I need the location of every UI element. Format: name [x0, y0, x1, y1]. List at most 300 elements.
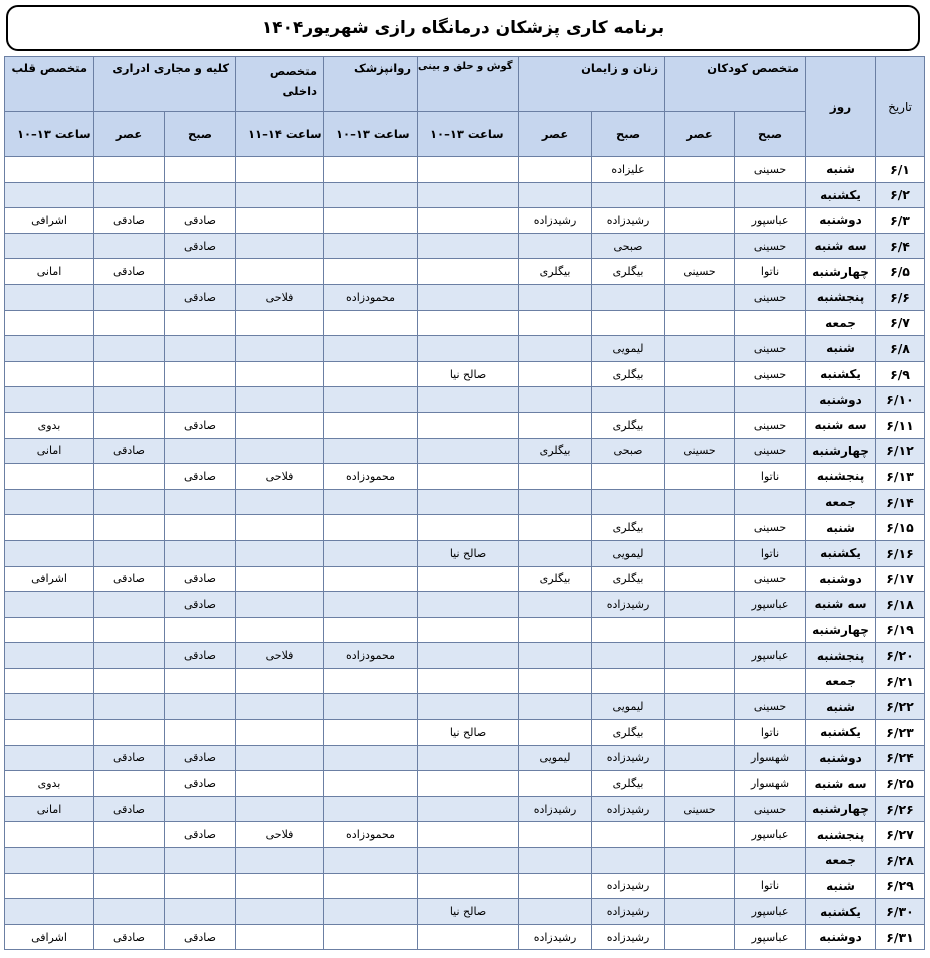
table-row	[5, 822, 925, 848]
table-row	[5, 566, 925, 592]
peds-morning-cell	[735, 489, 806, 515]
psych-cell	[324, 873, 418, 899]
peds-evening-cell	[665, 336, 735, 362]
cardio-cell	[5, 540, 94, 566]
date-cell: ۶/۵	[876, 259, 925, 285]
kidney-morning-cell: صادقی	[165, 745, 236, 771]
internal-cell	[236, 182, 324, 208]
ent-cell	[418, 617, 519, 643]
peds-evening-cell	[665, 566, 735, 592]
cardio-cell	[5, 284, 94, 310]
date-cell: ۶/۱۴	[876, 489, 925, 515]
gyn-evening-cell	[519, 412, 592, 438]
kidney-morning-cell	[165, 387, 236, 413]
psych-cell	[324, 387, 418, 413]
gyn-evening-cell: بیگلری	[519, 566, 592, 592]
gyn-morning-cell: بیگلری	[592, 515, 665, 541]
gyn-evening-cell	[519, 515, 592, 541]
table-row	[5, 157, 925, 183]
table-row	[5, 924, 925, 950]
ent-cell: صالح نیا	[418, 361, 519, 387]
peds-evening-cell	[665, 924, 735, 950]
kidney-morning-cell	[165, 259, 236, 285]
peds-evening-cell	[665, 540, 735, 566]
psych-cell	[324, 796, 418, 822]
internal-cell	[236, 771, 324, 797]
header-internal: متخصص داخلی	[236, 57, 324, 112]
ent-cell	[418, 233, 519, 259]
kidney-evening-cell	[94, 592, 165, 618]
day-cell: دوشنبه	[806, 208, 876, 234]
kidney-morning-cell	[165, 515, 236, 541]
peds-morning-cell	[735, 387, 806, 413]
psych-cell	[324, 540, 418, 566]
kidney-morning-cell: صادقی	[165, 822, 236, 848]
psych-cell	[324, 668, 418, 694]
gyn-morning-cell: بیگلری	[592, 720, 665, 746]
cardio-cell: بدوی	[5, 412, 94, 438]
gyn-morning-cell	[592, 822, 665, 848]
day-cell: سه شنبه	[806, 233, 876, 259]
date-cell: ۶/۷	[876, 310, 925, 336]
cardio-cell	[5, 489, 94, 515]
psych-cell	[324, 233, 418, 259]
ent-cell	[418, 182, 519, 208]
peds-evening-cell	[665, 464, 735, 490]
gyn-evening-cell: بیگلری	[519, 259, 592, 285]
kidney-morning-cell: صادقی	[165, 233, 236, 259]
day-cell: یکشنبه	[806, 540, 876, 566]
date-cell: ۶/۲۶	[876, 796, 925, 822]
kidney-morning-cell: صادقی	[165, 284, 236, 310]
ent-cell	[418, 924, 519, 950]
peds-morning-cell	[735, 617, 806, 643]
table-row	[5, 259, 925, 285]
kidney-evening-cell	[94, 822, 165, 848]
psych-cell	[324, 489, 418, 515]
day-cell: چهارشنبه	[806, 617, 876, 643]
gyn-morning-cell: لیمویی	[592, 336, 665, 362]
internal-cell	[236, 873, 324, 899]
date-cell: ۶/۱۸	[876, 592, 925, 618]
header-gyn: زنان و زایمان	[519, 57, 665, 112]
internal-cell	[236, 336, 324, 362]
psych-cell	[324, 208, 418, 234]
gyn-evening-cell	[519, 157, 592, 183]
day-cell: دوشنبه	[806, 745, 876, 771]
ent-cell	[418, 745, 519, 771]
day-cell: دوشنبه	[806, 924, 876, 950]
internal-cell	[236, 694, 324, 720]
date-cell: ۶/۱۶	[876, 540, 925, 566]
day-cell: شنبه	[806, 515, 876, 541]
subheader-peds-morning: صبح	[735, 112, 806, 157]
cardio-cell	[5, 592, 94, 618]
psych-cell: محمودزاده	[324, 643, 418, 669]
peds-evening-cell: حسینی	[665, 796, 735, 822]
date-cell: ۶/۹	[876, 361, 925, 387]
cardio-cell	[5, 157, 94, 183]
cardio-cell	[5, 464, 94, 490]
peds-morning-cell	[735, 182, 806, 208]
table-row	[5, 438, 925, 464]
kidney-morning-cell: صادقی	[165, 643, 236, 669]
peds-morning-cell: ناتوا	[735, 720, 806, 746]
peds-evening-cell	[665, 515, 735, 541]
table-row	[5, 310, 925, 336]
peds-morning-cell: عباسپور	[735, 899, 806, 925]
kidney-evening-cell	[94, 694, 165, 720]
gyn-evening-cell	[519, 464, 592, 490]
psych-cell	[324, 617, 418, 643]
psych-cell: محمودزاده	[324, 822, 418, 848]
gyn-morning-cell: بیگلری	[592, 771, 665, 797]
table-row	[5, 617, 925, 643]
kidney-morning-cell	[165, 617, 236, 643]
gyn-morning-cell: صبحی	[592, 233, 665, 259]
gyn-morning-cell: رشیدزاده	[592, 873, 665, 899]
gyn-evening-cell	[519, 668, 592, 694]
day-cell: دوشنبه	[806, 387, 876, 413]
gyn-morning-cell: صبحی	[592, 438, 665, 464]
cardio-cell: امانی	[5, 796, 94, 822]
kidney-morning-cell: صادقی	[165, 924, 236, 950]
kidney-evening-cell	[94, 310, 165, 336]
peds-evening-cell	[665, 848, 735, 874]
ent-cell	[418, 515, 519, 541]
kidney-evening-cell	[94, 464, 165, 490]
day-cell: یکشنبه	[806, 361, 876, 387]
peds-morning-cell: حسینی	[735, 438, 806, 464]
gyn-evening-cell	[519, 694, 592, 720]
peds-evening-cell	[665, 208, 735, 234]
gyn-evening-cell	[519, 284, 592, 310]
date-cell: ۶/۱۱	[876, 412, 925, 438]
internal-cell	[236, 515, 324, 541]
cardio-cell: امانی	[5, 259, 94, 285]
internal-cell	[236, 310, 324, 336]
day-cell: پنجشنبه	[806, 464, 876, 490]
kidney-evening-cell: صادقی	[94, 924, 165, 950]
internal-cell	[236, 540, 324, 566]
internal-cell: فلاحی	[236, 284, 324, 310]
subheader-gyn-morning: صبح	[592, 112, 665, 157]
header-psych: روانپزشک	[324, 57, 418, 112]
kidney-evening-cell	[94, 668, 165, 694]
gyn-morning-cell: رشیدزاده	[592, 899, 665, 925]
psych-cell	[324, 720, 418, 746]
day-cell: دوشنبه	[806, 566, 876, 592]
peds-morning-cell: عباسپور	[735, 592, 806, 618]
date-cell: ۶/۲۹	[876, 873, 925, 899]
table-row	[5, 284, 925, 310]
day-cell: چهارشنبه	[806, 259, 876, 285]
day-cell: شنبه	[806, 694, 876, 720]
subheader-gyn-evening: عصر	[519, 112, 592, 157]
kidney-morning-cell	[165, 489, 236, 515]
gyn-morning-cell: رشیدزاده	[592, 208, 665, 234]
day-cell: یکشنبه	[806, 720, 876, 746]
internal-cell	[236, 233, 324, 259]
peds-morning-cell: حسینی	[735, 284, 806, 310]
cardio-cell	[5, 515, 94, 541]
kidney-morning-cell	[165, 361, 236, 387]
psych-cell	[324, 438, 418, 464]
kidney-morning-cell	[165, 668, 236, 694]
peds-evening-cell	[665, 873, 735, 899]
kidney-evening-cell	[94, 336, 165, 362]
peds-morning-cell	[735, 668, 806, 694]
gyn-morning-cell: بیگلری	[592, 412, 665, 438]
ent-cell	[418, 796, 519, 822]
date-cell: ۶/۳	[876, 208, 925, 234]
table-row	[5, 540, 925, 566]
gyn-evening-cell	[519, 592, 592, 618]
table-row	[5, 873, 925, 899]
date-cell: ۶/۲۸	[876, 848, 925, 874]
ent-cell	[418, 208, 519, 234]
peds-morning-cell: حسینی	[735, 157, 806, 183]
gyn-morning-cell: رشیدزاده	[592, 745, 665, 771]
psych-cell	[324, 771, 418, 797]
gyn-morning-cell	[592, 182, 665, 208]
table-row	[5, 208, 925, 234]
kidney-evening-cell	[94, 873, 165, 899]
peds-morning-cell: ناتوا	[735, 464, 806, 490]
cardio-cell: اشرافی	[5, 208, 94, 234]
kidney-morning-cell	[165, 310, 236, 336]
table-row	[5, 899, 925, 925]
internal-cell	[236, 668, 324, 694]
internal-cell: فلاحی	[236, 822, 324, 848]
peds-evening-cell: حسینی	[665, 259, 735, 285]
cardio-cell	[5, 745, 94, 771]
internal-cell	[236, 796, 324, 822]
peds-evening-cell	[665, 412, 735, 438]
peds-morning-cell: حسینی	[735, 233, 806, 259]
kidney-morning-cell	[165, 157, 236, 183]
cardio-cell	[5, 822, 94, 848]
peds-morning-cell: حسینی	[735, 515, 806, 541]
cardio-cell	[5, 361, 94, 387]
internal-cell	[236, 412, 324, 438]
internal-cell	[236, 899, 324, 925]
kidney-evening-cell	[94, 284, 165, 310]
cardio-cell	[5, 310, 94, 336]
gyn-morning-cell	[592, 464, 665, 490]
peds-evening-cell	[665, 899, 735, 925]
peds-morning-cell: ناتوا	[735, 873, 806, 899]
gyn-morning-cell	[592, 617, 665, 643]
internal-cell	[236, 745, 324, 771]
kidney-morning-cell: صادقی	[165, 412, 236, 438]
kidney-evening-cell	[94, 848, 165, 874]
kidney-morning-cell	[165, 540, 236, 566]
internal-cell	[236, 592, 324, 618]
peds-evening-cell: حسینی	[665, 438, 735, 464]
kidney-morning-cell	[165, 899, 236, 925]
kidney-evening-cell	[94, 643, 165, 669]
ent-cell	[418, 873, 519, 899]
day-cell: پنجشنبه	[806, 643, 876, 669]
date-cell: ۶/۲۱	[876, 668, 925, 694]
cardio-cell	[5, 182, 94, 208]
psych-cell	[324, 310, 418, 336]
gyn-morning-cell: علیزاده	[592, 157, 665, 183]
psych-cell	[324, 336, 418, 362]
kidney-evening-cell: صادقی	[94, 438, 165, 464]
peds-morning-cell: حسینی	[735, 336, 806, 362]
table-row	[5, 796, 925, 822]
internal-cell	[236, 208, 324, 234]
internal-cell	[236, 387, 324, 413]
date-cell: ۶/۲۲	[876, 694, 925, 720]
psych-cell	[324, 566, 418, 592]
date-cell: ۶/۱۵	[876, 515, 925, 541]
kidney-morning-cell	[165, 182, 236, 208]
gyn-evening-cell	[519, 540, 592, 566]
psych-cell	[324, 694, 418, 720]
day-cell: چهارشنبه	[806, 796, 876, 822]
cardio-cell	[5, 387, 94, 413]
gyn-evening-cell: لیمویی	[519, 745, 592, 771]
ent-cell	[418, 464, 519, 490]
table-row	[5, 412, 925, 438]
kidney-evening-cell: صادقی	[94, 566, 165, 592]
gyn-morning-cell: لیمویی	[592, 694, 665, 720]
kidney-evening-cell	[94, 182, 165, 208]
peds-evening-cell	[665, 668, 735, 694]
date-cell: ۶/۲۳	[876, 720, 925, 746]
gyn-morning-cell	[592, 387, 665, 413]
header-peds: متخصص کودکان	[665, 57, 806, 112]
table-row	[5, 489, 925, 515]
kidney-evening-cell	[94, 387, 165, 413]
kidney-morning-cell	[165, 694, 236, 720]
date-cell: ۶/۱۲	[876, 438, 925, 464]
gyn-evening-cell	[519, 873, 592, 899]
ent-cell	[418, 284, 519, 310]
day-cell: شنبه	[806, 157, 876, 183]
ent-cell	[418, 259, 519, 285]
subheader-kidney-evening: عصر	[94, 112, 165, 157]
cardio-cell	[5, 873, 94, 899]
gyn-evening-cell: رشیدزاده	[519, 208, 592, 234]
ent-cell	[418, 668, 519, 694]
peds-evening-cell	[665, 745, 735, 771]
gyn-evening-cell	[519, 336, 592, 362]
peds-morning-cell	[735, 848, 806, 874]
kidney-morning-cell: صادقی	[165, 464, 236, 490]
gyn-evening-cell: بیگلری	[519, 438, 592, 464]
psych-cell	[324, 899, 418, 925]
ent-cell	[418, 822, 519, 848]
kidney-morning-cell	[165, 720, 236, 746]
date-cell: ۶/۴	[876, 233, 925, 259]
gyn-evening-cell	[519, 182, 592, 208]
gyn-morning-cell: رشیدزاده	[592, 924, 665, 950]
subheader-kidney-morning: صبح	[165, 112, 236, 157]
peds-morning-cell: ناتوا	[735, 259, 806, 285]
gyn-evening-cell	[519, 822, 592, 848]
table-row	[5, 592, 925, 618]
table-row	[5, 745, 925, 771]
kidney-evening-cell	[94, 157, 165, 183]
gyn-evening-cell	[519, 387, 592, 413]
day-cell: سه شنبه	[806, 412, 876, 438]
subheader-cardio-hours: ساعت ۱۳–۱۰	[5, 112, 94, 157]
internal-cell	[236, 489, 324, 515]
kidney-morning-cell: صادقی	[165, 208, 236, 234]
psych-cell	[324, 592, 418, 618]
table-row	[5, 464, 925, 490]
peds-morning-cell: حسینی	[735, 566, 806, 592]
peds-evening-cell	[665, 720, 735, 746]
psych-cell	[324, 157, 418, 183]
date-cell: ۶/۲۰	[876, 643, 925, 669]
subheader-peds-evening: عصر	[665, 112, 735, 157]
psych-cell	[324, 848, 418, 874]
gyn-evening-cell	[519, 310, 592, 336]
psych-cell	[324, 515, 418, 541]
date-cell: ۶/۲۵	[876, 771, 925, 797]
day-cell: پنجشنبه	[806, 284, 876, 310]
day-cell: یکشنبه	[806, 899, 876, 925]
day-cell: شنبه	[806, 336, 876, 362]
gyn-morning-cell: بیگلری	[592, 566, 665, 592]
peds-morning-cell	[735, 310, 806, 336]
peds-evening-cell	[665, 310, 735, 336]
day-cell: جمعه	[806, 489, 876, 515]
table-row	[5, 387, 925, 413]
peds-morning-cell: حسینی	[735, 361, 806, 387]
gyn-evening-cell	[519, 643, 592, 669]
ent-cell	[418, 387, 519, 413]
gyn-morning-cell	[592, 489, 665, 515]
psych-cell	[324, 412, 418, 438]
day-cell: جمعه	[806, 848, 876, 874]
peds-evening-cell	[665, 617, 735, 643]
cardio-cell	[5, 233, 94, 259]
table-row	[5, 182, 925, 208]
cardio-cell	[5, 720, 94, 746]
kidney-evening-cell	[94, 899, 165, 925]
gyn-evening-cell: رشیدزاده	[519, 796, 592, 822]
kidney-evening-cell	[94, 720, 165, 746]
table-row	[5, 848, 925, 874]
gyn-evening-cell	[519, 771, 592, 797]
internal-cell	[236, 848, 324, 874]
gyn-morning-cell: رشیدزاده	[592, 796, 665, 822]
header-kidney: کلیه و مجاری ادراری	[94, 57, 236, 112]
ent-cell	[418, 643, 519, 669]
kidney-evening-cell	[94, 515, 165, 541]
peds-morning-cell: شهسوار	[735, 771, 806, 797]
internal-cell: فلاحی	[236, 464, 324, 490]
cardio-cell: اشرافی	[5, 566, 94, 592]
table-row	[5, 720, 925, 746]
day-cell: جمعه	[806, 310, 876, 336]
gyn-evening-cell: رشیدزاده	[519, 924, 592, 950]
internal-cell	[236, 259, 324, 285]
kidney-morning-cell	[165, 873, 236, 899]
gyn-evening-cell	[519, 617, 592, 643]
internal-cell: فلاحی	[236, 643, 324, 669]
ent-cell	[418, 310, 519, 336]
ent-cell	[418, 848, 519, 874]
kidney-evening-cell	[94, 617, 165, 643]
header-day: روز	[806, 57, 876, 157]
